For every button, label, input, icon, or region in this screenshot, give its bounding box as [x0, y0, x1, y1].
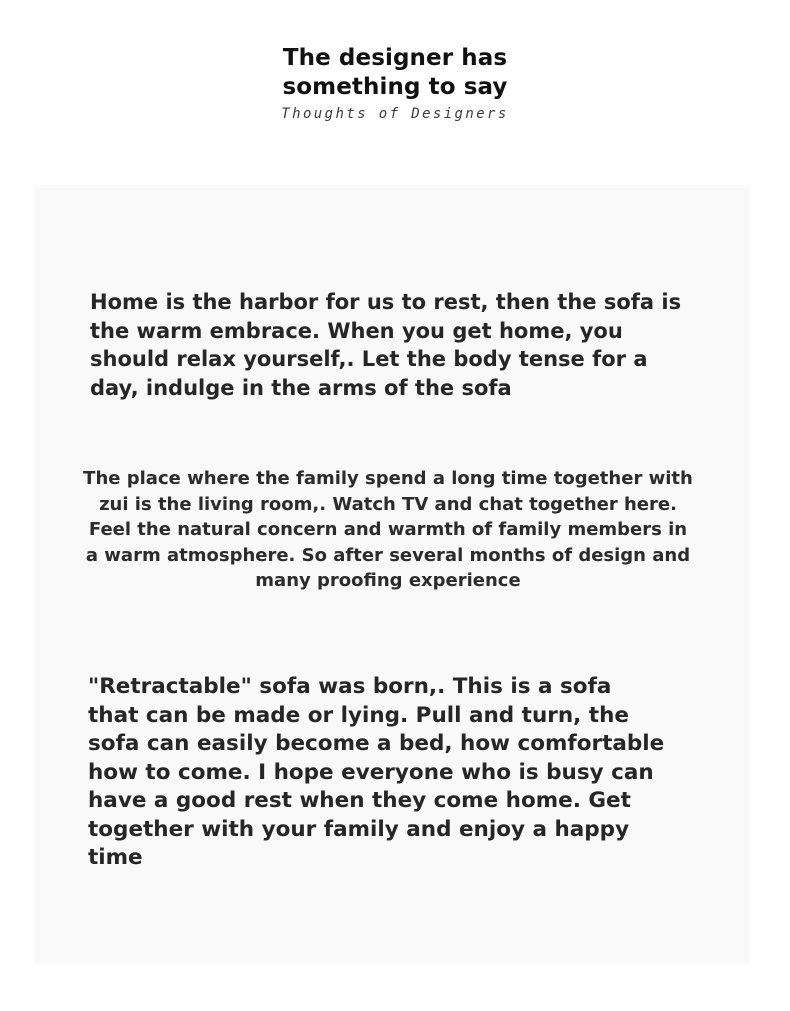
title-line-2: something to say [282, 74, 508, 100]
page-subtitle: Thoughts of Designers [281, 106, 509, 122]
content-panel [34, 185, 750, 963]
page-header [0, 44, 790, 123]
page-title [0, 44, 790, 102]
paragraph-retractable-sofa: "Retractable" sofa was born,. This is a sofa that can be made or lying. Pull and turn, the sofa can easily become a bed, how comfortable how to come. I hope everyone who is busy can have a good rest when they come home. Get together with your family and enjoy a happy time [88, 674, 665, 870]
paragraph-home-harbor: Home is the harbor for us to rest, then the sofa is the warm embrace. When you get home, you should relax yourself,. Let the body tense for a day, indulge in the arms of the sofa [90, 290, 682, 400]
title-line-1: The designer has [282, 45, 508, 71]
paragraph-living-room: The place where the family spend a long time together with zui is the living room,. Watch TV and chat together here. Feel the natural concern and warmth of family members in a warm atmosphere. So after several months of design and many proofing experience [83, 468, 693, 591]
